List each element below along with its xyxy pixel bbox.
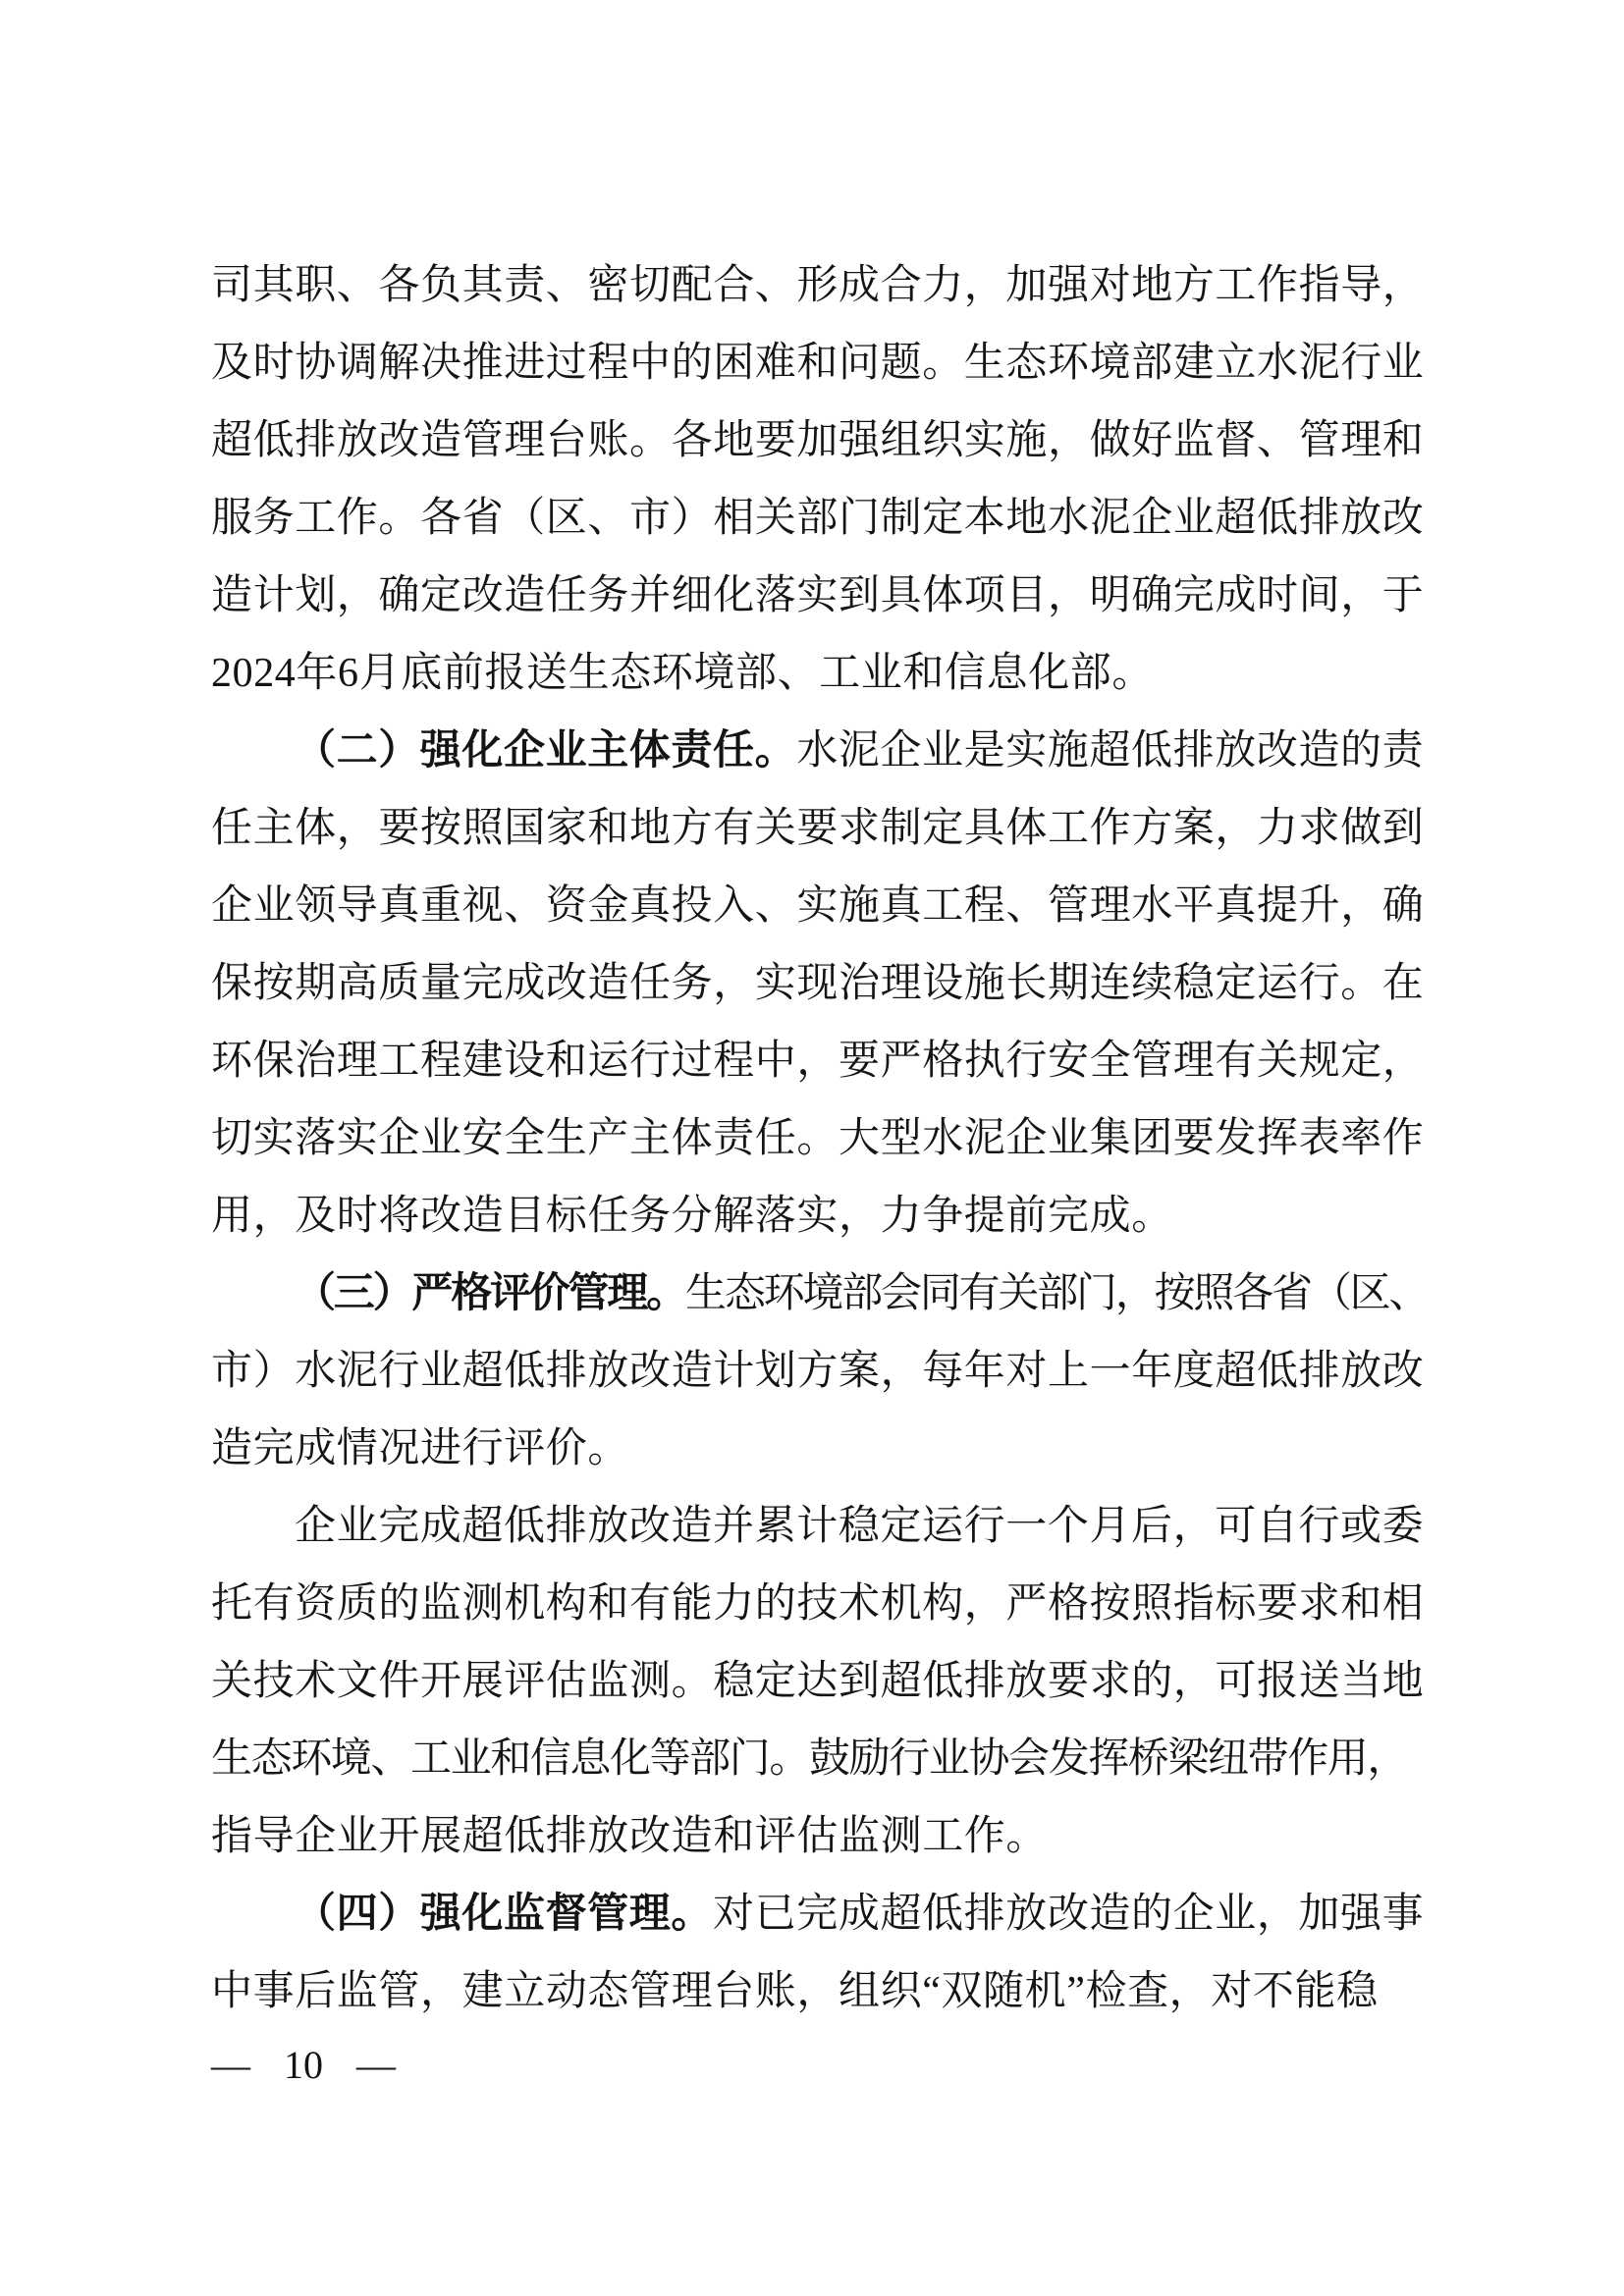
text-line: 用，及时将改造目标任务分解落实，力争提前完成。 xyxy=(211,1194,1173,1239)
text-line: 切实落实企业安全生产主体责任。大型水泥企业集团要发挥表率作 xyxy=(211,1116,1425,1161)
text-line: 关技术文件开展评估监测。稳定达到超低排放要求的，可报送当地 xyxy=(211,1659,1425,1704)
text-line: 托有资质的监测机构和有能力的技术机构，严格按照指标要求和相 xyxy=(211,1581,1425,1627)
text-line: 企业领导真重视、资金真投入、实施真工程、管理水平真提升，确 xyxy=(211,883,1425,929)
text-line: 企业完成超低排放改造并累计稳定运行一个月后，可自行或委 xyxy=(295,1504,1425,1549)
footer-dash-left: — xyxy=(211,2043,250,2087)
text-line xyxy=(211,713,1424,790)
footer-dash-right: — xyxy=(356,2043,396,2087)
text-line: 超低排放改造管理台账。各地要加强组织实施，做好监督、管理和 xyxy=(211,418,1425,463)
text-line: 指导企业开展超低排放改造和评估监测工作。 xyxy=(211,1814,1049,1859)
text-line: 保按期高质量完成改造任务，实现治理设施长期连续稳定运行。在 xyxy=(211,961,1425,1006)
text-line: 及时协调解决推进过程中的困难和问题。生态环境部建立水泥行业 xyxy=(211,341,1425,386)
text-line: 造完成情况进行评价。 xyxy=(211,1426,630,1471)
text-line xyxy=(211,1255,1429,1333)
text-line: 中事后监管，建立动态管理台账，组织“双随机”检查，对不能稳 xyxy=(211,1969,1379,2014)
text-run: 水泥企业是实施超低排放改造的责 xyxy=(796,728,1425,774)
paragraph-section-3 xyxy=(211,1255,1429,1488)
paragraph-section-4 xyxy=(211,1876,1424,2031)
text-line: 市）水泥行业超低排放改造计划方案，每年对上一年度超低排放改 xyxy=(211,1349,1425,1394)
page-footer xyxy=(211,2044,396,2087)
section-heading: （三）严格评价管理。 xyxy=(295,1271,686,1316)
text-line: 造计划，确定改造任务并细化落实到具体项目，明确完成时间，于 xyxy=(211,573,1425,618)
paragraph-continuation xyxy=(211,247,1424,713)
section-heading: （四）强化监督管理。 xyxy=(295,1892,714,1937)
section-heading: （二）强化企业主体责任。 xyxy=(295,728,797,774)
text-line xyxy=(211,1876,1424,1953)
paragraph-section-2 xyxy=(211,713,1424,1255)
text-line: 生态环境、工业和信息化等部门。鼓励行业协会发挥桥梁纽带作用， xyxy=(211,1736,1408,1782)
text-line: 环保治理工程建设和运行过程中，要严格执行安全管理有关规定， xyxy=(211,1039,1425,1084)
text-run: 对已完成超低排放改造的企业，加强事 xyxy=(713,1892,1425,1937)
text-line: 司其职、各负其责、密切配合、形成合力，加强对地方工作指导， xyxy=(211,263,1425,308)
text-line: 服务工作。各省（区、市）相关部门制定本地水泥企业超低排放改 xyxy=(211,496,1425,541)
paragraph-body xyxy=(211,1488,1424,1876)
page-number: 10 xyxy=(284,2043,323,2087)
text-line: 任主体，要按照国家和地方有关要求制定具体工作方案，力求做到 xyxy=(211,806,1425,851)
text-run: 生态环境部会同有关部门，按照各省（区、 xyxy=(685,1271,1429,1316)
document-body xyxy=(211,247,1429,2031)
text-line: 2024年6月底前报送生态环境部、工业和信息化部。 xyxy=(211,651,1155,696)
